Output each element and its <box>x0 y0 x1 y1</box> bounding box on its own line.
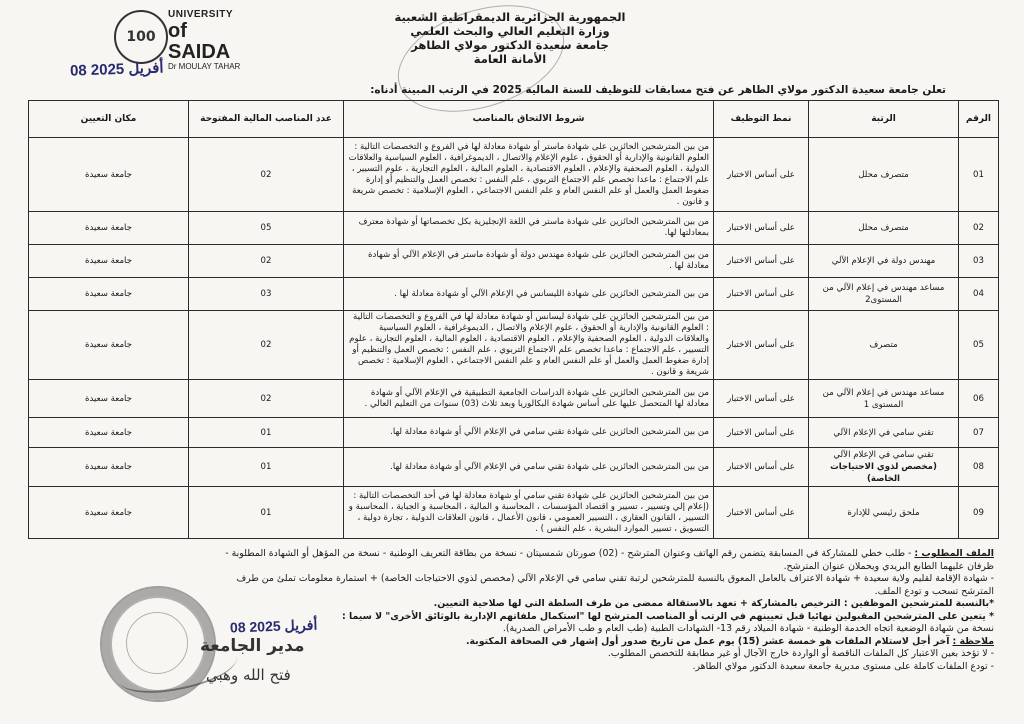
table-row <box>29 487 999 539</box>
cell-num: 01 <box>959 138 999 212</box>
announcement-text: تعلن جامعة سعيدة الدكتور مولاي الطاهر عن فتح مسابقات للتوظيف للسنة المالية 2025 في الرتب المبينة أدناه: <box>370 84 946 96</box>
cell-place: جامعة سعيدة <box>29 487 189 539</box>
cell-num: 03 <box>959 245 999 278</box>
cell-num: 09 <box>959 487 999 539</box>
cell-posts: 02 <box>189 138 344 212</box>
cell-posts: 02 <box>189 311 344 380</box>
note-bullet-2: - تودع الملفات كاملة على مستوى مديرية جامعة سعيدة الدكتور مولاي الطاهر. <box>692 660 994 672</box>
logo-line-name: Dr MOULAY TAHAR <box>168 61 241 71</box>
cell-place: جامعة سعيدة <box>29 138 189 212</box>
header-mode: نمط التوظيف <box>714 101 809 138</box>
requirements-text-2: - شهادة الإقامة لقليم ولاية سعيدة + شهادة الاعتراف بالعامل المعوق بالنسبة للمترشحين لرتبة تقني سامي في الإعلام الآلي (مخصص لذوي الاحتياجات الخاصة) + استمارة معلومات تملئ من طرف المترشح تسحب و تودع الملف. <box>236 573 994 597</box>
cell-rank <box>809 448 959 487</box>
header-conditions: شروط الالتحاق بالمناصب <box>344 101 714 138</box>
director-title: مدير الجامعة <box>200 636 305 656</box>
header-place: مكان التعيين <box>29 101 189 138</box>
cell-posts: 01 <box>189 418 344 448</box>
cell-place: جامعة سعيدة <box>29 418 189 448</box>
cell-place: جامعة سعيدة <box>29 311 189 380</box>
cell-num: 04 <box>959 278 999 311</box>
cell-conditions: من بين المترشحين الحائزين على شهادة تقني سامي في الإعلام الآلي أو شهادة معادلة لها. <box>344 418 714 448</box>
cell-num: 02 <box>959 212 999 245</box>
cell-conditions: من بين المترشحين الحائزين على شهادة الليسانس في الإعلام الآلي أو شهادة معادلة لها . <box>344 278 714 311</box>
table-header-row <box>29 101 999 138</box>
director-name: فتح الله وهبي <box>206 666 291 684</box>
cell-rank <box>809 380 959 418</box>
cell-conditions: من بين المترشحين الحائزين على شهادة تقني سامي أو شهادة معادلة لها في أحد التخصصات التالية : (إعلام إلي وتسيير ، تسيير و اقتصاد المؤسسات ، المحاسبة و المالية ، المحاسبة و الجباية ، المحاسبة و التسيير ، القانون العقاري ، التسيير العمومي ، قانون الأعمال ، قانون العلاقات الدولية ، تجارة دولية ، التسويق ، تسيير الموارد البشرية ، علم النفس ) . <box>344 487 714 539</box>
rank-label: مهندس دولة في الإعلام الآلي <box>831 256 936 266</box>
cell-num: 06 <box>959 380 999 418</box>
header-line-secretariat: الأمانة العامة <box>473 52 547 66</box>
cell-conditions: من بين المترشحين الحائزين على شهادة ليسانس أو شهادة معادلة لها في الفروع و التخصصات التالية : العلوم القانونية والإدارية أو الحقوق ، علوم الإعلام والاتصال ، الديموغرافية ، العلوم السياسية والعلاقات الدولية ، العلوم الصحفية والإعلام ، العلوم الاقتصادية ، العلوم المالية ، العلوم التجارية ، علوم التسيير ، علم الاجتماع : ماعدا تخصص علم الاجتماع التربوي ، علم النفس : تخصص العمل والتنظيم أو إدارة ضغوط العمل والعمل أو علم النفس العام و علم النفس الاجتماعي ، العلوم الإسلامية : تخصص شريعة و قانون . <box>344 311 714 380</box>
cell-place: جامعة سعيدة <box>29 380 189 418</box>
rank-sublabel: (مخصص لذوي الاحتياجات الخاصة) <box>830 462 937 484</box>
table-row <box>29 245 999 278</box>
cell-mode: على أساس الاختبار <box>714 311 809 380</box>
cell-posts: 02 <box>189 380 344 418</box>
cell-rank <box>809 278 959 311</box>
cell-posts: 01 <box>189 448 344 487</box>
cell-conditions: من بين المترشحين الحائزين على شهادة مهندس دولة أو شهادة ماستر في الإعلام الآلي أو شهادة معادلة لها . <box>344 245 714 278</box>
header-num: الرقم <box>959 101 999 138</box>
cell-conditions: من بين المترشحين الحائزين على شهادة ماستر أو شهادة معادلة لها في الفروع و التخصصات التالية : العلوم القانونية والإدارية أو الحقوق ، علوم الإعلام والاتصال ، الديموغرافية ، العلوم السياسية والعلاقات الدولية ، العلوم الصحفية والإعلام ، العلوم الاقتصادية ، العلوم المالية ، العلوم التجارية ، علوم التسيير ، علم الاجتماع : ماعدا تخصص علم الاجتماع التربوي ، علم النفس : تخصص العمل والتنظيم أو إدارة ضغوط العمل والعمل أو علم النفس العام و علم النفس الاجتماعي ، العلوم الإسلامية : تخصص شريعة و قانون . <box>344 138 714 212</box>
header-posts: عدد المناصب المالية المفتوحة <box>189 101 344 138</box>
cell-place: جامعة سعيدة <box>29 212 189 245</box>
cell-posts: 05 <box>189 212 344 245</box>
requirements-text-5: نسخة من شهادة الوضعية اتجاه الخدمة الوطنية - شهادة الميلاد رقم 13- الشهادات الطبية (طب العام و طب الأمراض الصدرية). <box>502 623 994 634</box>
cell-mode: على أساس الاختبار <box>714 487 809 539</box>
cell-rank <box>809 212 959 245</box>
header-rank: الرتبة <box>809 101 959 138</box>
requirements-text-1: - طلب خطي للمشاركة في المسابقة يتضمن رقم الهاتف وعنوان المترشح - (02) صورتان شمسيتان - نسخة من بطاقة التعريف الوطنية - نسخة من المؤهل أو الشهادة المطلوبة - ظرفان عليهما الطابع البريدي ويحملان عنوان المترشح. <box>225 548 994 572</box>
cell-conditions: من بين المترشحين الحائزين على شهادة تقني سامي في الإعلام الآلي أو شهادة معادلة لها. <box>344 448 714 487</box>
cell-place: جامعة سعيدة <box>29 245 189 278</box>
header-line-university: جامعة سعيدة الدكتور مولاي الطاهر <box>411 38 609 52</box>
cell-mode: على أساس الاختبار <box>714 448 809 487</box>
requirements-text-4: * يتعين على المترشحين المقبولين نهائيا قبل تعيينهم في الرتب أو المناصب المترشح لها "استكمال ملفاتهم الإدارية بالوثائق الأخرى" لا سيما : <box>341 610 994 622</box>
cell-rank <box>809 487 959 539</box>
header-line-republic: الجمهورية الجزائرية الديمقراطية الشعبية <box>394 10 626 24</box>
jobs-table <box>28 100 999 539</box>
cell-posts: 03 <box>189 278 344 311</box>
table-row <box>29 448 999 487</box>
cell-num: 07 <box>959 418 999 448</box>
logo-text <box>168 10 248 71</box>
cell-place: جامعة سعيدة <box>29 448 189 487</box>
cell-conditions: من بين المترشحين الحائزين على شهادة الدراسات الجامعية التطبيقية في الإعلام الآلي أو شهادة معادلة لها المتحصل عليها على أساس شهادة البكالوريا وبعد ثلاث (03) سنوات من التعليم العالي . <box>344 380 714 418</box>
cell-rank <box>809 418 959 448</box>
rank-label: متصرف <box>869 340 898 350</box>
cell-conditions: من بين المترشحين الحائزين على شهادة ماستر في اللغة الإنجليزية بكل تخصصاتها أو شهادة معترف بمعادلتها لها. <box>344 212 714 245</box>
rank-label: متصرف محلل <box>858 169 909 180</box>
rank-label: مساعد مهندس في إعلام الآلي من المستوى 1 <box>822 387 945 410</box>
requirements-section <box>214 548 994 673</box>
rank-label: تقني سامي في الإعلام الآلي <box>833 427 934 438</box>
rank-label: تقني سامي في الإعلام الآلي <box>833 450 934 460</box>
table-row <box>29 311 999 380</box>
rank-label: مساعد مهندس في إعلام الآلي من المستوى2 <box>822 283 945 305</box>
date-stamp-bottom: 08 أفريل 2025 <box>229 616 318 636</box>
note-text: آخر أجل لاستلام الملفات هو خمسة عشر (15) يوم عمل من تاريخ صدور أول إشهار في الصحافة المكتوبة. <box>465 635 950 647</box>
cell-rank <box>809 311 959 380</box>
cell-mode: على أساس الاختبار <box>714 278 809 311</box>
date-stamp-top: 08 أفريل 2025 <box>69 59 164 80</box>
cell-rank <box>809 245 959 278</box>
document-header <box>350 10 670 66</box>
rank-label: متصرف محلل <box>858 223 909 233</box>
cell-rank <box>809 138 959 212</box>
cell-posts: 01 <box>189 487 344 539</box>
requirements-label: الملف المطلوب : <box>914 548 994 559</box>
logo-line-university: UNIVERSITY <box>168 9 234 20</box>
cell-posts: 02 <box>189 245 344 278</box>
note-line <box>214 636 994 649</box>
cell-mode: على أساس الاختبار <box>714 380 809 418</box>
rank-label: ملحق رئيسي للإدارة <box>847 507 920 518</box>
table-row <box>29 212 999 245</box>
requirements-line <box>214 548 994 573</box>
table-row <box>29 418 999 448</box>
cell-mode: على أساس الاختبار <box>714 138 809 212</box>
table-row <box>29 138 999 212</box>
logo-seal-icon: 100 <box>114 10 168 64</box>
header-line-ministry: وزارة التعليم العالي والبحث العلمي <box>410 24 610 38</box>
cell-mode: على أساس الاختبار <box>714 212 809 245</box>
note-bullet-1: - لا تؤخذ بعين الاعتبار كل الملفات الناقصة أو الواردة خارج الآجال أو غير مطابقة للتخصص المطلوب. <box>607 648 994 659</box>
cell-mode: على أساس الاختبار <box>714 418 809 448</box>
cell-mode: على أساس الاختبار <box>714 245 809 278</box>
note-label: ملاحظة : <box>952 635 994 647</box>
table-row <box>29 278 999 311</box>
logo-line-saida: of SAIDA <box>168 19 231 63</box>
cell-num: 05 <box>959 311 999 380</box>
cell-num: 08 <box>959 448 999 487</box>
requirements-text-3: *بالنسبة للمترشحين الموظفين : الترخيص بالمشاركة + تعهد بالاستقالة ممضى من طرف السلطة التي لها صلاحية التعيين. <box>433 598 994 609</box>
table-row <box>29 380 999 418</box>
cell-place: جامعة سعيدة <box>29 278 189 311</box>
